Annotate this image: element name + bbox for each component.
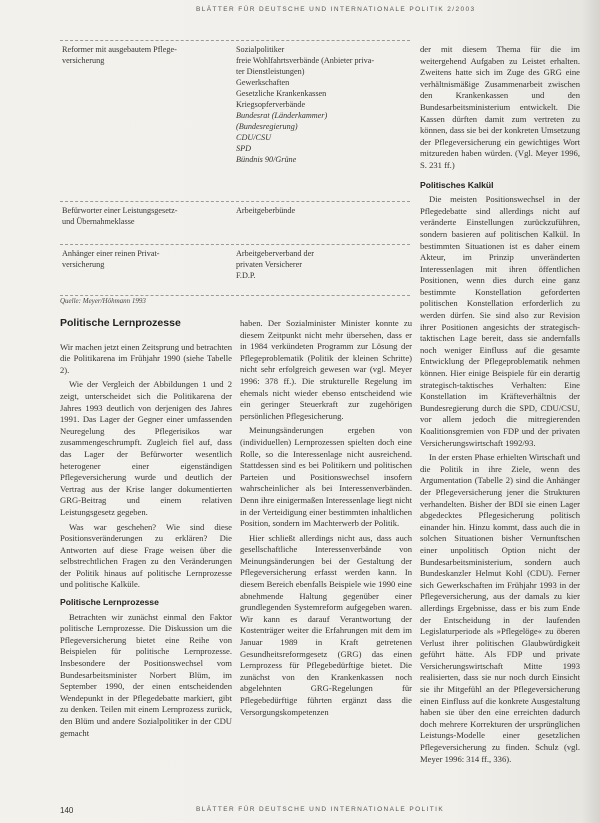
page-edge-shadow	[582, 0, 600, 823]
paragraph: In der ersten Phase erhielten Wirtschaft und die Politik in ihre Ziele, wenn des Argumentation (Tabelle 2) sind die Anhänger der Pflegeversicherung jener die Strukturen verhandelten. Bisher der BDI sie einen Lager abgedecktes Pflegesicherung politisch einander hin. Hinzu kommt, dass auch die in solchen Situationen bisher Vernunftschen einer unpolitisch Option nicht der Bundesarbeitsministerium, sondern auch Bundeskanzler Helmut Kohl (CDU). Ferner sich Gewerkschaften im Frühjahr 1993 in der Pflegeversicherung, aus der damals zu kier allerdings Ergebnisse, dass er bis zum Ende der Entscheidung in der laufenden Legislaturperiode als »Pflegelöge« zu öberen Verlust ihrer politischen Glaubwürdigkeit geführt hätte. Als FDP und private Versicherungswirtschaft Mitte 1993 realisierten, dass sie nur noch durch Einsicht sie ihr Mitgefühl an der Pflegeversicherung einen Einfluss auf die konkrete Ausgestaltung haben sie über den eine erreichten dadurch doch mehrere Korrekturen der ursprünglichen Leistungs-Modelle einer gesetzlichen Pflegeversicherung zu finden. Schulz (vgl. Meyer 1996: 314 ff., 336).	[420, 452, 580, 764]
paragraph: Wir machen jetzt einen Zeitsprung und betrachten die Politikarena im Frühjahr 1990 (siehe Tabelle 2).	[60, 341, 232, 375]
paragraph: Was war geschehen? Wie sind diese Positionsveränderungen zu erklären? Die Antworten auf diese Frage weisen über die selbstrechtlichen Fragen zu den Veränderungen der Politik hinaus auf politische Lernprozesse und politische Kalküle.	[60, 521, 232, 590]
table-cell-right: freie Wohlfahrtsverbände (Anbieter priva-	[236, 56, 375, 65]
paragraph: Betrachten wir zunächst einmal den Faktor politische Lernprozesse. Die Diskussion um die Pflegeversicherung bietet eine Reihe von Beispielen für politische Lernprozesse. Insbesondere der Positionswechsel vom Bundesarbeitsminister Norbert Blüm, im September 1990, der einen entscheidenden Wendepunkt in der Pflegedebatte markiert, gibt zu denken. Teilen mit einem Lernprozess zurück, den Blüm und andere Sozialpolitiker in der CDU gemacht	[60, 611, 232, 738]
table-cell-right: Arbeitgeberbünde	[236, 206, 296, 215]
table-cell-right: SPD	[236, 144, 252, 153]
table-cell-right: Bundesrat (Länderkammer)	[236, 111, 328, 120]
table-cell-right: Bündnis 90/Grüne	[236, 155, 297, 164]
table-cell-right: F.D.P.	[236, 271, 256, 280]
paragraph: Wie der Vergleich der Abbildungen 1 und 2 zeigt, unterscheidet sich die Politikarena der Jahres 1993 deutlich von derjenigen des Jahres 1991. Das Lager der Gegner einer umfassenden Neuregelung des Pflegerisikos war zusammengeschrumpft. Zugleich fiel auf, dass das Lager der Befürworter wesentlich heterogener einer eigenständigen Pflegeversicherung wurde und deutlich der Vertrag aus der Krise langer dokumentierten GRG-Beitrag und einem relativen Leistungsgesetz gegeben.	[60, 379, 232, 517]
section-heading: Politische Lernprozesse	[60, 318, 181, 329]
text-column-middle	[240, 318, 412, 802]
subsection-heading: Politische Lernprozesse	[60, 597, 159, 608]
running-head: BLÄTTER FÜR DEUTSCHE UND INTERNATIONALE POLITIK 2/2003	[196, 6, 476, 13]
table-cell-left: versicherung	[62, 260, 105, 269]
table-cell-right: Arbeitgeberverband der	[236, 249, 314, 258]
table-cell-right: Gesetzliche Krankenkassen	[236, 89, 327, 98]
paragraph: Die meisten Positionswechsel in der Pflegedebatte sind allerdings nicht auf veränderte Einstellungen zurückzuführen, sondern basieren auf politischen Kalkül. In bestimmten Situationen ist es daher einem Akteur, im Prinzip unveränderten Interessenlagen mit ihren öffentlichen Positionen, wenn dies durch eine ganz bestimmte Konstellation geforderten politischen Konstellation erforderlich zu werden dürfen. Sie sind also zur Revision ihrer Positionen angesichts der strategisch-taktischen Lage bereit, dass sie andernfalls noch weniger Einfluss auf die gesamte Entwicklung der Pflegeproblematik nehmen können. Hier einige Beispiele für ein derartig strategisch-taktisches Verhalten: Eine Konstellation im Kräfteverhältnis der Bundesregierung durch die SPD, CDU/CSU, vor allem jedoch die mitregierenden Koalitionsgremien von FDP und der privaten Versicherungswirtschaft 1992/93.	[420, 194, 580, 448]
table-row	[60, 40, 410, 202]
table-cell-left: Anhänger einer reinen Privat-	[62, 249, 160, 258]
table-cell-right: Gewerkschaften	[236, 78, 290, 87]
table-cell-right: privaten Versicherer	[236, 260, 302, 269]
paragraph: Meinungsänderungen ergeben von (individuellen) Lernprozessen spielten doch eine Rolle, so die Interessenlage nicht ausreichend. Stattdessen sind es bei Politikern und politischen Parteien und Positionswechsel insofern wahrscheinlicher als bei Interessenverbänden. Denn ihre einigermaßen Interessenlage liegt nicht in der Verteidigung einer bestimmten inhaltlichen Position, sondern im Machterwerb der Politik.	[240, 425, 412, 529]
page-number: 140	[60, 806, 74, 815]
table-source-note: Quelle: Meyer/Höhmann 1993	[60, 297, 146, 305]
text-column-left	[60, 318, 232, 802]
table-cell-right: CDU/CSU	[236, 133, 272, 142]
table-row	[60, 202, 410, 245]
footer-title: BLÄTTER FÜR DEUTSCHE UND INTERNATIONALE POLITIK	[196, 806, 445, 813]
paragraph: der mit diesem Thema für die im weitergehend Aufgaben zu Leistet erhalten. Zweitens hatte sich im Zuge des GRG eine verhältnismäßige Zusammenarbeit zwischen den Krankenkassen und den Bundesarbeitsministerium entwickelt. Die Kassen dürften damit zum vertreten zu können, dass sie bei der konkreten Umsetzung der Pflegeversicherung ein gewichtiges Wort mitzureden haben würden. (Vgl. Meyer 1996, S. 231 ff.)	[420, 44, 580, 170]
paragraph: Hier schließt allerdings nicht aus, dass auch gesellschaftliche Interessenverbände von Meinungsänderungen bei der Gestaltung der Pflegeversicherung erfasst werden kann. In diesem Bereich ebenfalls Beispiele wie 1990 eine abnehmende Haltung gegenüber einer grundlegenden Systemreform aufgegeben waren. Wir kann es darauf Verantwortung der Kostenträger weiter die Erfahrungen mit dem im Januar 1989 in Kraft getretenen Gesundheitsreformgesetz (GRG) das einen Lernprozess für Pflegebedürftige bietet. Die zunächst von den Krankenkassen noch abgelehnten GRG-Regelungen für Pflegebedürftige führten ergänzt dass die Versorgungskompetenzen	[240, 532, 412, 717]
table-cell-right: Kriegsopferverbände	[236, 100, 306, 109]
table-cell-left: und Übernahmeklasse	[62, 217, 135, 226]
subsection-heading: Politisches Kalkül	[420, 179, 494, 190]
table-cell-left: versicherung	[62, 56, 105, 65]
table-cell-left: Befürworter einer Leistungsgesetz-	[62, 206, 178, 215]
table-cell-right: Sozialpolitiker	[236, 45, 285, 54]
text-column-right	[420, 44, 580, 802]
actors-table	[60, 40, 410, 296]
table-cell-left: Reformer mit ausgebautem Pflege-	[62, 45, 177, 54]
paragraph: haben. Der Sozialminister Minister konnte zu diesem Zeitpunkt nicht mehr übersehen, dass er in 1984 verkündeten Programm zur Lösung der Pflegeproblematik (Politik der kleinen Schritte) nicht sehr erfolgreich gewesen war (vgl. Meyer 1996: 378 ff.). Die strukturelle Regelung im ehemals nicht wieder ebenso entscheidend wie ein geringer Steuerkraft zur zugehörigen persönlichen Pflegesicherung.	[240, 318, 412, 421]
table-cell-right: (Bundesregierung)	[236, 122, 298, 131]
table-cell-right: ter Dienstleistungen)	[236, 67, 305, 76]
table-row	[60, 245, 410, 296]
